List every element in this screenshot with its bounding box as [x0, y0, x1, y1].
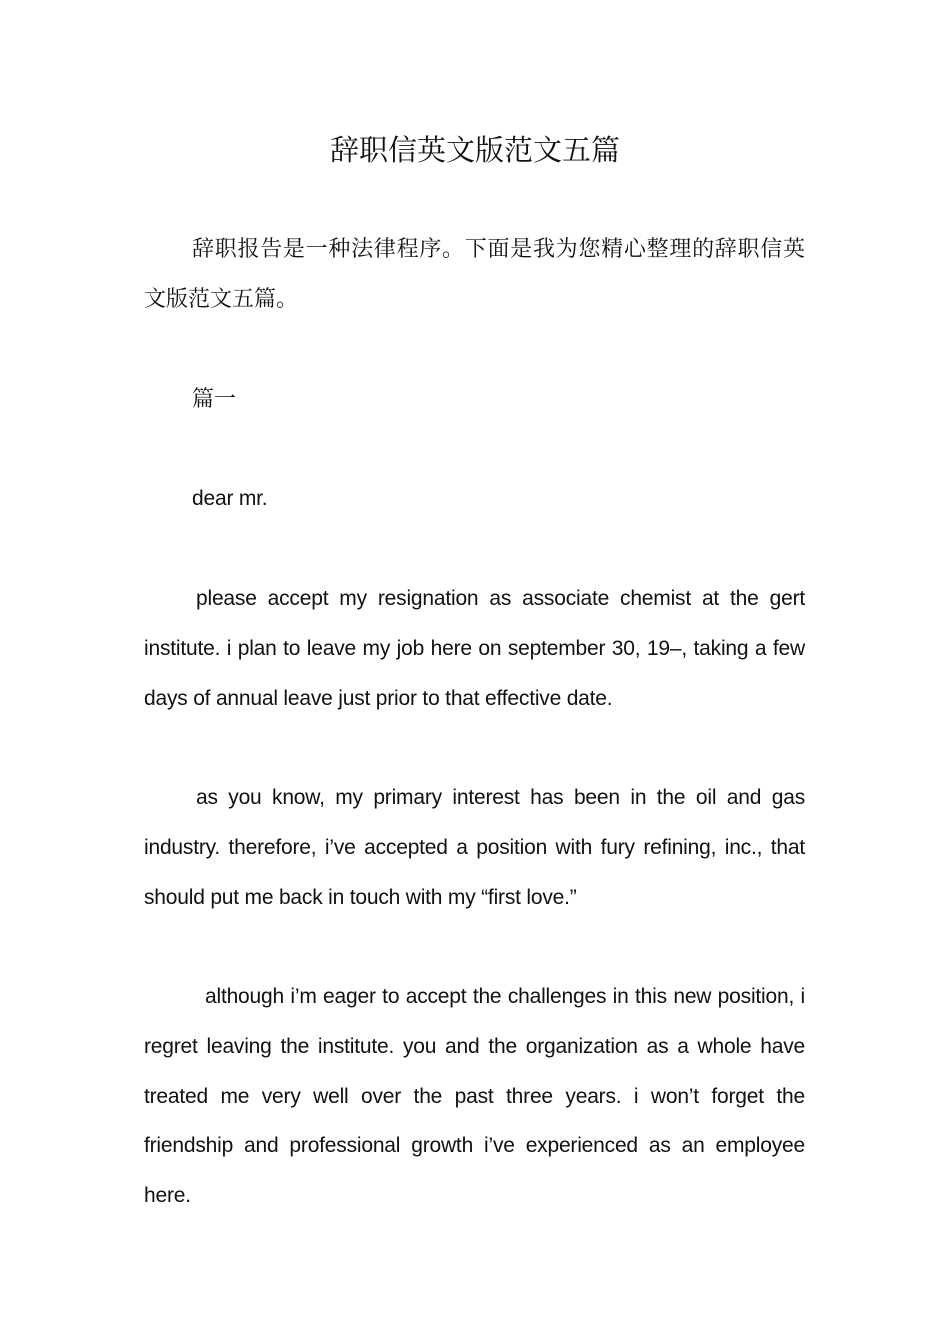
body-paragraph-2: as you know, my primary interest has been in the oil and gas industry. therefore, i’ve accepted a position with fury refining, inc., that should put me back in touch with my “first love.” — [144, 786, 805, 909]
section-heading: 篇一 — [192, 387, 237, 412]
salutation: dear mr. — [192, 487, 268, 510]
body-paragraph-3: although i’m eager to accept the challenges in this new position, i regret leaving the institute. you and the organization as a whole have treated me very well over the past three years. i won’t forget the friendship and professional growth i’ve experienced as an employee here. — [144, 985, 805, 1208]
document-title: 辞职信英文版范文五篇 — [329, 133, 620, 167]
intro-paragraph: 辞职报告是一种法律程序。下面是我为您精心整理的辞职信英文版范文五篇。 — [144, 237, 805, 312]
body-paragraph-1: please accept my resignation as associate chemist at the gert institute. i plan to leave my job here on september 30, 19–, taking a few days of annual leave just prior to that effective date. — [144, 587, 805, 710]
